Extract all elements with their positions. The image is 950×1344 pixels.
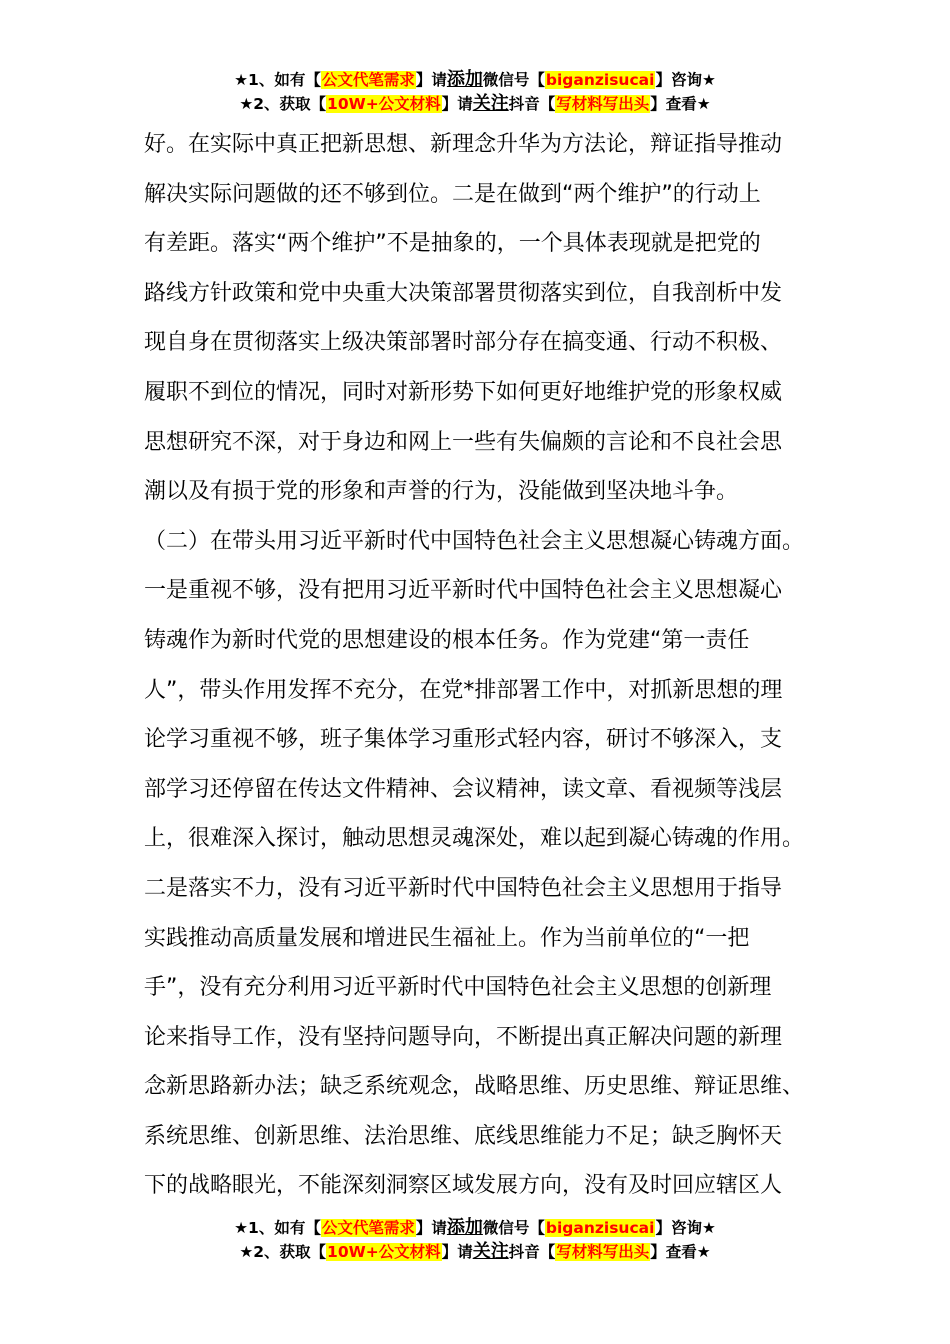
- banner-text: 抖音【: [508, 1243, 556, 1261]
- body-line: 下的战略眼光，不能深刻洞察区域发展方向，没有及时回应辖区人: [144, 1173, 783, 1199]
- body-line: 履职不到位的情况，同时对新形势下如何更好地维护党的形象权威: [144, 379, 783, 405]
- body-line: 现自身在贯彻落实上级决策部署时部分存在搞变通、行动不积极、: [144, 330, 783, 356]
- body-line: 思想研究不深，对于身边和网上一些有失偏颇的言论和不良社会思: [144, 429, 783, 455]
- header-banner: [0, 68, 950, 116]
- banner-text: 微信号【: [482, 1219, 545, 1237]
- body-line: 念新思路新办法；缺乏系统观念，战略思维、历史思维、辩证思维、: [144, 1074, 805, 1100]
- body-line: 实践推动高质量发展和增进民生福祉上。作为当前单位的“一把: [144, 925, 750, 951]
- banner-underline: 关注: [472, 93, 509, 114]
- body-line: 人”，带头作用发挥不充分，在党*排部署工作中，对抓新思想的理: [144, 677, 783, 703]
- banner-highlight-wechat: biganzisucai: [545, 71, 655, 89]
- banner-text: 抖音【: [508, 95, 556, 113]
- banner-underline: 关注: [472, 1241, 509, 1262]
- body-line: 有差距。落实“两个维护”不是抽象的，一个具体表现就是把党的: [144, 231, 761, 257]
- banner-highlight-service: 公文代笔需求: [321, 71, 415, 89]
- banner-highlight-materials: 10W+公文材料: [327, 1243, 441, 1261]
- banner-text: 】请: [415, 71, 447, 89]
- banner-text: ★2、获取【: [239, 1243, 327, 1261]
- body-line: 潮以及有损于党的形象和声誉的行为，没能做到坚决地斗争。: [144, 479, 739, 505]
- banner-underline: 添加: [446, 1217, 483, 1238]
- banner-text: 微信号【: [482, 71, 545, 89]
- body-line: 一是重视不够，没有把用习近平新时代中国特色社会主义思想凝心: [144, 578, 783, 604]
- banner-highlight-douyin: 写材料写出头: [556, 95, 650, 113]
- document-body: [144, 120, 824, 1211]
- banner-text: ★2、获取【: [239, 95, 327, 113]
- banner-highlight-service: 公文代笔需求: [321, 1219, 415, 1237]
- body-line: 好。在实际中真正把新思想、新理念升华为方法论，辩证指导推动: [144, 132, 783, 157]
- banner-line-1: [0, 1216, 950, 1240]
- banner-highlight-materials: 10W+公文材料: [327, 95, 441, 113]
- banner-text: ★1、如有【: [234, 71, 321, 89]
- banner-line-1: [0, 68, 950, 92]
- banner-text: 】查看★: [650, 95, 711, 113]
- body-line: 部学习还停留在传达文件精神、会议精神，读文章、看视频等浅层: [144, 776, 783, 802]
- body-line: 论来指导工作，没有坚持问题导向，不断提出真正解决问题的新理: [144, 1024, 783, 1050]
- banner-text: 】请: [441, 1243, 473, 1261]
- body-line: 系统思维、创新思维、法治思维、底线思维能力不足；缺乏胸怀天: [144, 1123, 783, 1149]
- body-line: 二是落实不力，没有习近平新时代中国特色社会主义思想用于指导: [144, 875, 783, 901]
- banner-underline: 添加: [446, 69, 483, 90]
- section-heading: （二）在带头用习近平新时代中国特色社会主义思想凝心铸魂方面。: [144, 528, 805, 554]
- body-line: 路线方针政策和党中央重大决策部署贯彻落实到位，自我剖析中发: [144, 280, 783, 306]
- banner-highlight-wechat: biganzisucai: [545, 1219, 655, 1237]
- banner-text: ★1、如有【: [234, 1219, 321, 1237]
- banner-line-2: [0, 92, 950, 116]
- banner-highlight-douyin: 写材料写出头: [556, 1243, 650, 1261]
- banner-text: 】咨询★: [655, 71, 716, 89]
- banner-text: 】查看★: [650, 1243, 711, 1261]
- body-line: 论学习重视不够，班子集体学习重形式轻内容，研讨不够深入，支: [144, 727, 783, 753]
- body-line: 解决实际问题做的还不够到位。二是在做到“两个维护”的行动上: [144, 181, 761, 207]
- banner-text: 】请: [415, 1219, 447, 1237]
- banner-line-2: [0, 1240, 950, 1264]
- footer-banner: [0, 1216, 950, 1264]
- banner-text: 】咨询★: [655, 1219, 716, 1237]
- body-line: 铸魂作为新时代党的思想建设的根本任务。作为党建“第一责任: [144, 627, 750, 653]
- body-line: 手”，没有充分利用习近平新时代中国特色社会主义思想的创新理: [144, 975, 772, 1001]
- banner-text: 】请: [441, 95, 473, 113]
- body-line: 上，很难深入探讨，触动思想灵魂深处，难以起到凝心铸魂的作用。: [144, 826, 805, 852]
